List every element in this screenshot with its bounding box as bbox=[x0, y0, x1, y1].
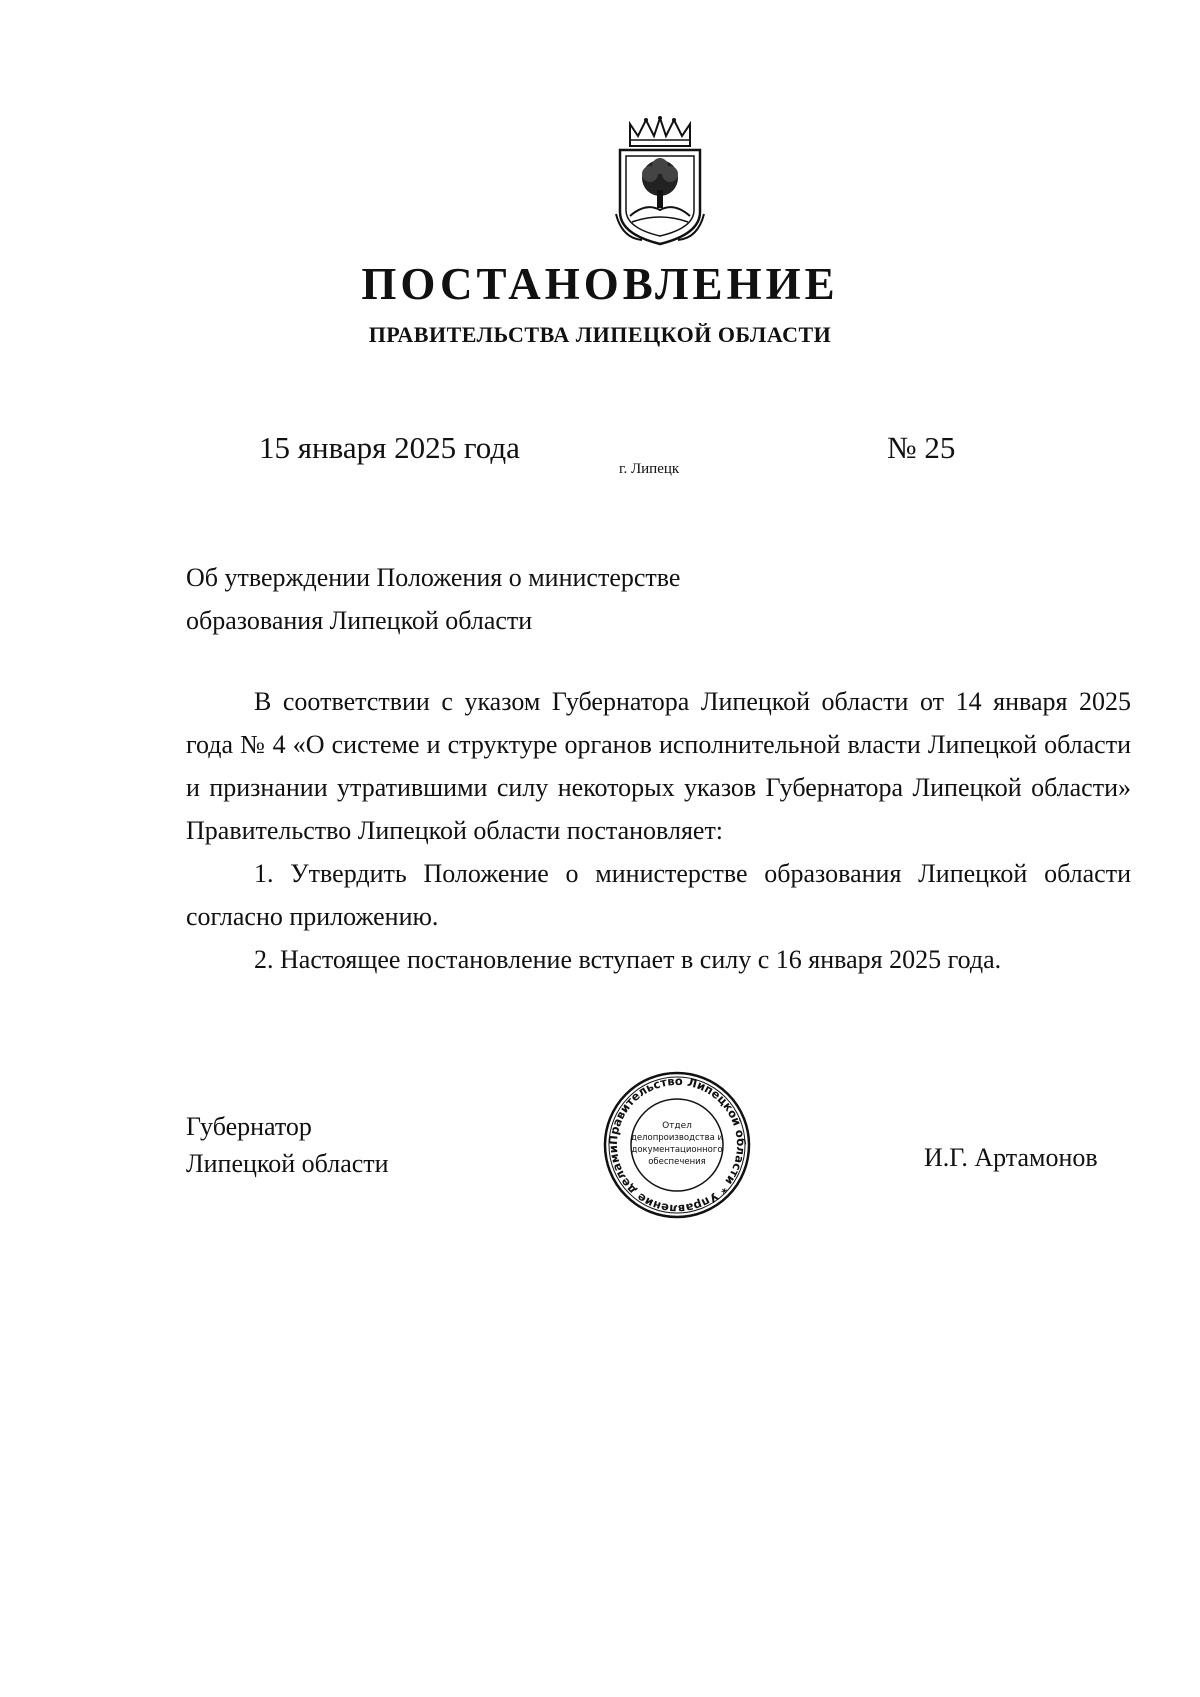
item-2-paragraph: 2. Настоящее постановление вступает в силу с 16 января 2025 года. bbox=[254, 945, 1002, 974]
signer-name: И.Г. Артамонов bbox=[924, 1143, 1098, 1172]
subject-line-1: Об утверждении Положения о министерстве bbox=[186, 563, 681, 592]
document-body bbox=[186, 680, 1131, 981]
subject-line-2: образования Липецкой области bbox=[186, 606, 533, 635]
document-number: № 25 bbox=[887, 430, 956, 465]
signer-position bbox=[186, 1108, 389, 1182]
official-stamp bbox=[602, 1070, 752, 1220]
stamp-inner-line-1: Отдел bbox=[662, 1121, 692, 1131]
signer-position-line-1: Губернатор bbox=[186, 1112, 312, 1141]
item-1-paragraph: 1. Утвердить Положение о министерстве образования Липецкой области согласно приложению. bbox=[186, 859, 1131, 931]
document-subject bbox=[186, 556, 680, 642]
document-city: г. Липецк bbox=[619, 461, 680, 477]
document-title: ПОСТАНОВЛЕНИЕ bbox=[361, 259, 839, 309]
preamble-paragraph: В соответствии с указом Губернатора Липецкой области от 14 января 2025 года № 4 «О системе и структуре органов исполнительной власти Липецкой области и признании утратившими силу некоторых указов Губернатора Липецкой области» Правительство Липецкой области постановляет: bbox=[186, 687, 1131, 845]
document-date: 15 января 2025 года bbox=[259, 430, 520, 465]
stamp-inner-line-3: документационного bbox=[631, 1145, 723, 1155]
stamp-outer-text: Правительство Липецкой области * Управление делами bbox=[605, 1073, 749, 1217]
coat-of-arms-icon bbox=[612, 116, 708, 250]
signer-position-line-2: Липецкой области bbox=[186, 1149, 389, 1178]
document-subtitle: ПРАВИТЕЛЬСТВА ЛИПЕЦКОЙ ОБЛАСТИ bbox=[368, 322, 832, 347]
stamp-inner-line-4: обеспечения bbox=[648, 1157, 706, 1167]
stamp-inner-line-2: делопроизводства и bbox=[630, 1133, 724, 1143]
